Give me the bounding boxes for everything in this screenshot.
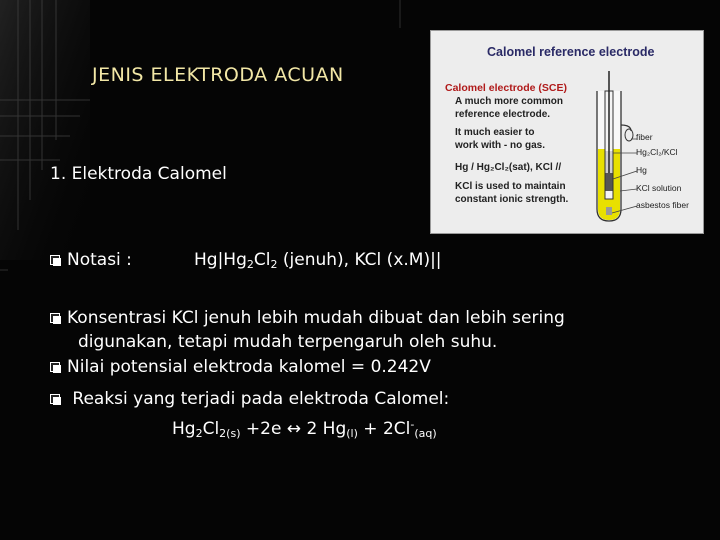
figure-subtitle: Calomel electrode (SCE) (445, 82, 567, 94)
bullet-icon (50, 362, 61, 373)
mercury (606, 173, 613, 191)
bullet-icon (50, 394, 61, 405)
bullet-icon (50, 313, 61, 324)
label-fiber: fiber (636, 132, 653, 142)
figure-line: KCl is used to maintain (455, 181, 566, 192)
figure-line: reference electrode. (455, 109, 551, 120)
figure-line: work with - no gas. (455, 140, 546, 151)
label-kcl-solution: KCl solution (636, 183, 682, 193)
bullet-reaksi: Reaksi yang terjadi pada elektroda Calomel: (50, 389, 449, 409)
slide-title: JENIS ELEKTRODA ACUAN (92, 64, 344, 86)
calomel-figure (430, 30, 704, 234)
section-heading: 1. Elektroda Calomel (50, 164, 227, 184)
bullet-konsentrasi-cont: digunakan, tetapi mudah terpengaruh oleh suhu. (78, 332, 498, 352)
notasi-expression: $Hg|Hg_2Cl_2$ (jenuh), KCl (x.M)|| (194, 250, 442, 271)
label-hg: Hg (636, 165, 647, 175)
label-paste: Hg₂Cl₂/KCl (636, 147, 678, 157)
bullet-icon (50, 255, 61, 266)
figure-line: A much more common (455, 96, 563, 107)
bullet-konsentrasi: Konsentrasi KCl jenuh lebih mudah dibuat dan lebih sering (50, 308, 565, 328)
label-asbestos-fiber: asbestos fiber (636, 200, 689, 210)
figure-line: It much easier to (455, 127, 535, 138)
figure-title: Calomel reference electrode (487, 45, 655, 59)
figure-line: Hg / Hg₂Cl₂(sat), KCl // (455, 162, 562, 173)
reaction-equation: $Hg_2Cl_{2(s)} +2e$ ↔ 2 $Hg_{(l)} + 2Cl^-_{(aq)}$ (172, 418, 437, 440)
figure-line: constant ionic strength. (455, 194, 569, 205)
bullet-potensial: Nilai potensial elektroda kalomel = 0.242V (50, 357, 431, 377)
notasi-label: Notasi : (50, 250, 132, 270)
